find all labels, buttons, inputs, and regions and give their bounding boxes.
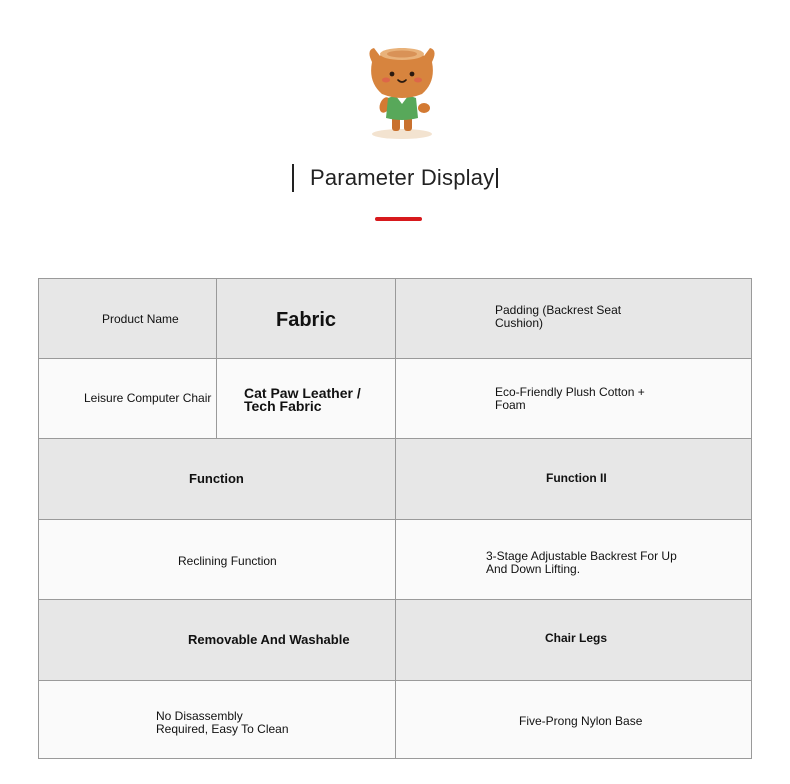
fabric-value: Cat Paw Leather / Tech Fabric	[244, 385, 361, 414]
title-caret	[496, 168, 498, 188]
title-underline	[375, 217, 422, 221]
function-label: Function	[189, 471, 244, 486]
table-row	[39, 520, 751, 600]
padding-value: Eco-Friendly Plush Cotton + Foam	[495, 385, 645, 412]
function-value: Reclining Function	[178, 554, 277, 568]
parameter-table	[38, 278, 752, 759]
table-cell	[396, 600, 751, 680]
table-cell	[396, 520, 751, 599]
table-cell	[396, 681, 751, 758]
table-cell	[39, 600, 396, 680]
function2-value: 3-Stage Adjustable Backrest For Up And Down Lifting.	[486, 549, 677, 576]
chair-legs-value: Five-Prong Nylon Base	[519, 714, 643, 728]
tree-stump-mascot-icon	[362, 42, 442, 142]
padding-label: Padding (Backrest Seat Cushion)	[495, 303, 622, 330]
table-cell	[396, 439, 751, 519]
section-header	[292, 164, 498, 192]
table-cell	[39, 681, 396, 758]
title-accent-bar	[292, 164, 294, 192]
table-row	[39, 279, 751, 359]
table-cell	[39, 279, 217, 358]
removable-label: Removable And Washable	[188, 632, 350, 647]
chair-legs-label: Chair Legs	[545, 631, 608, 645]
table-row	[39, 600, 751, 681]
product-name-label: Product Name	[102, 312, 179, 326]
removable-value: No Disassembly Required, Easy To Clean	[156, 709, 289, 736]
table-cell	[217, 279, 396, 358]
table-row	[39, 359, 751, 439]
table-cell	[396, 359, 751, 438]
table-cell	[217, 359, 396, 438]
fabric-label: Fabric	[276, 309, 337, 331]
mascot-illustration	[362, 42, 442, 142]
table-row	[39, 681, 751, 758]
function2-label: Function II	[546, 471, 607, 485]
table-row	[39, 439, 751, 520]
table-cell	[39, 520, 396, 599]
table-cell	[39, 359, 217, 438]
page-title: Parameter Display	[310, 165, 495, 190]
product-name-value: Leisure Computer Chair	[84, 391, 212, 405]
table-cell	[39, 439, 396, 519]
table-cell	[396, 279, 751, 358]
